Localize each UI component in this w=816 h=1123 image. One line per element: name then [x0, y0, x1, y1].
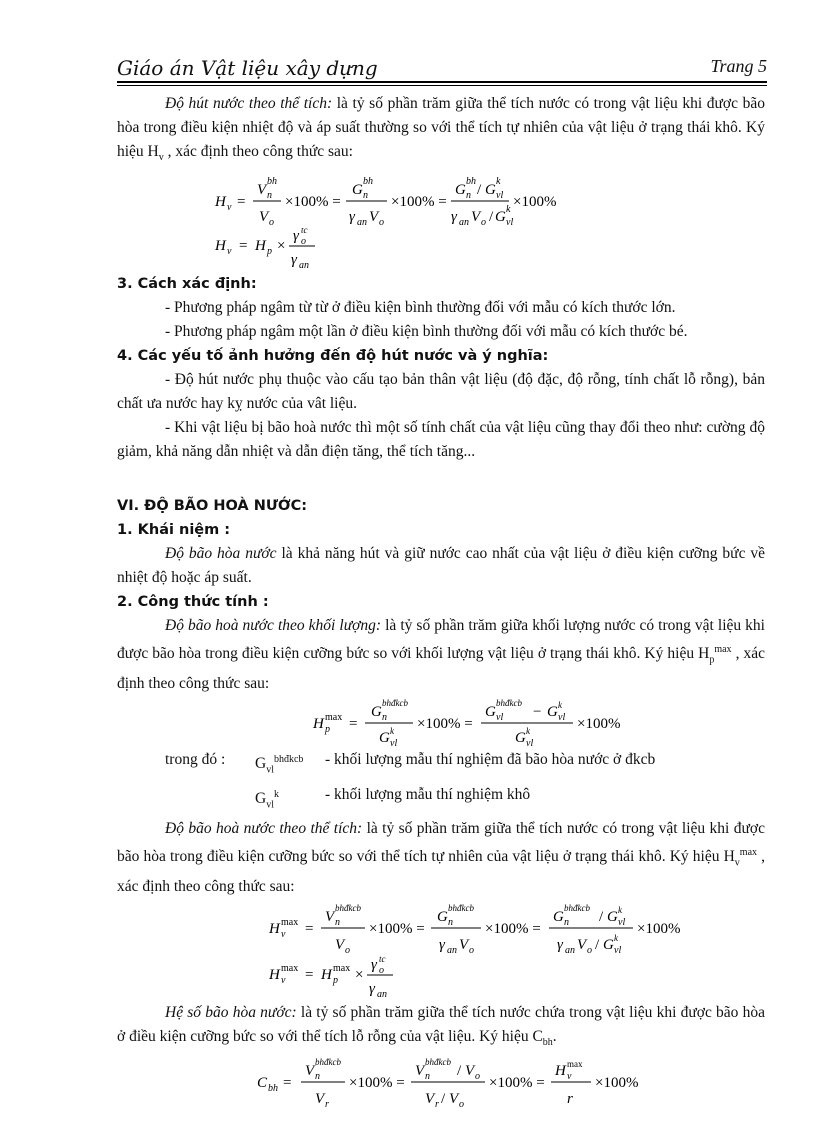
svg-text:V: V [471, 209, 481, 226]
svg-text:bhđkcb: bhđkcb [335, 903, 361, 914]
formula-hv [117, 170, 765, 228]
svg-text:k: k [506, 204, 511, 216]
svg-text:o: o [379, 217, 384, 229]
svg-text:max: max [567, 1059, 583, 1070]
svg-text:G: G [437, 909, 448, 926]
svg-text:×100%: ×100% [577, 716, 621, 733]
svg-text:o: o [301, 236, 306, 248]
svg-text:bh: bh [363, 176, 373, 188]
svg-text:V: V [257, 182, 267, 199]
svg-text:o: o [459, 1099, 464, 1110]
svg-text:H: H [321, 967, 332, 984]
svg-text:=: = [239, 238, 248, 255]
svg-text:/: / [595, 937, 600, 954]
svg-text:V: V [305, 1063, 315, 1080]
svg-text:bhđkcb: bhđkcb [564, 903, 590, 914]
svg-text:G: G [485, 182, 496, 199]
svg-text:H: H [215, 238, 226, 255]
svg-text:G: G [603, 937, 614, 954]
svg-text:o: o [587, 945, 592, 956]
svg-text:H: H [269, 967, 280, 984]
svg-text:bhđkcb: bhđkcb [315, 1057, 341, 1068]
svg-text:γ: γ [369, 981, 375, 998]
svg-text:G: G [371, 704, 382, 721]
svg-text:G: G [485, 704, 496, 721]
svg-text:bh: bh [466, 176, 476, 188]
svg-text:V: V [449, 1091, 459, 1108]
svg-text:G: G [607, 909, 618, 926]
svg-text:γ: γ [349, 209, 355, 226]
svg-text:/: / [599, 909, 604, 926]
subheading-concept: 1. Khái niệm : [117, 522, 231, 539]
svg-text:vl: vl [506, 217, 514, 229]
definition-row: $G_{vl}^k$ - khối lượng mẫu thí nghiệm khô [255, 785, 531, 810]
svg-text:V: V [459, 937, 469, 954]
svg-text:v: v [281, 929, 286, 941]
svg-text:p: p [267, 246, 272, 258]
page-number: Trang 5 [710, 56, 767, 76]
svg-text:×: × [277, 238, 286, 255]
svg-text:o: o [379, 965, 384, 977]
svg-text:×100% =: ×100% = [485, 921, 541, 938]
svg-text:an: an [565, 945, 575, 956]
svg-text:H: H [255, 238, 266, 255]
svg-text:−: − [533, 704, 542, 721]
svg-text:×100%: ×100% [637, 921, 681, 938]
formula-hv-hp [117, 228, 765, 272]
formula-hv-max-hp [117, 955, 765, 1001]
svg-text:an: an [299, 260, 309, 272]
svg-text:vl: vl [496, 190, 504, 202]
svg-text:/: / [489, 209, 494, 226]
paragraph-volume-saturation: Độ bão hoà nước theo thể tích: là tỷ số phần trăm giữa thể tích nước có trong vật liệu khi được bão hòa trong điều kiện cưỡng bức so với thể tích tự nhiên của vật liệu ở trạng thái khô. Ký hiệu $H_v^{max}$ , xác định theo công thức sau: [117, 819, 766, 896]
svg-text:n: n [466, 190, 471, 202]
svg-text:V: V [325, 909, 335, 926]
list-item: - Phương pháp ngâm một lần ở điều kiện bình thường đối với mẫu có kích thước bé. [165, 323, 688, 341]
svg-text:×: × [355, 967, 364, 984]
svg-text:×100% =: ×100% = [417, 716, 473, 733]
svg-text:vl: vl [558, 712, 566, 724]
svg-text:n: n [564, 917, 569, 929]
svg-text:tc: tc [379, 955, 386, 965]
svg-text:bhđkcb: bhđkcb [382, 698, 408, 709]
svg-text:k: k [558, 700, 562, 711]
formula-cbh [117, 1055, 765, 1109]
svg-text:γ: γ [439, 937, 445, 954]
header-rule-thin [117, 85, 767, 86]
svg-text:k: k [526, 726, 530, 737]
heading-factors: 4. Các yếu tố ảnh hưởng đến độ hút nước và ý nghĩa: [117, 348, 549, 365]
svg-text:r: r [435, 1099, 439, 1110]
svg-text:=: = [283, 1075, 292, 1092]
svg-text:H: H [215, 194, 226, 211]
svg-text:vl: vl [496, 712, 504, 724]
svg-text:V: V [425, 1091, 435, 1108]
svg-text:vl: vl [526, 738, 534, 749]
svg-text:=: = [305, 967, 314, 984]
svg-text:n: n [425, 1071, 430, 1083]
document-title: Giáo án Vật liệu xây dựng [117, 56, 378, 80]
svg-text:n: n [448, 917, 453, 929]
svg-text:k: k [618, 905, 622, 916]
svg-text:γ: γ [371, 957, 377, 974]
svg-text:bhđkcb: bhđkcb [448, 903, 474, 914]
svg-text:G: G [515, 730, 526, 747]
svg-text:V: V [315, 1091, 325, 1108]
svg-text:G: G [553, 909, 564, 926]
svg-text:vl: vl [390, 738, 398, 749]
svg-text:×100% =: ×100% = [391, 194, 447, 211]
svg-text:V: V [335, 937, 345, 954]
svg-text:k: k [496, 176, 501, 188]
svg-text:n: n [267, 190, 272, 202]
svg-text:V: V [577, 937, 587, 954]
svg-text:=: = [237, 194, 246, 211]
svg-text:v: v [227, 246, 232, 258]
heading-saturation: VI. ĐỘ BÃO HOÀ NƯỚC: [117, 498, 308, 515]
svg-text:×100%: ×100% [595, 1075, 639, 1092]
svg-text:n: n [382, 712, 387, 724]
svg-text:bhđkcb: bhđkcb [496, 698, 522, 709]
formula-hp-max [117, 696, 765, 748]
svg-text:tc: tc [301, 228, 308, 236]
svg-text:v: v [567, 1071, 572, 1083]
svg-text:G: G [495, 209, 506, 226]
svg-text:V: V [259, 209, 269, 226]
paragraph-concept: Độ bão hòa nước là khả năng hút và giữ nước cao nhất của vật liệu ở điều kiện cưỡng bức về nhiệt độ hoặc áp suất. [117, 545, 765, 587]
svg-text:o: o [481, 217, 486, 229]
svg-text:γ: γ [557, 937, 563, 954]
subheading-formula: 2. Công thức tính : [117, 594, 269, 611]
svg-text:=: = [305, 921, 314, 938]
svg-text:V: V [465, 1063, 475, 1080]
svg-text:an: an [357, 217, 367, 229]
svg-text:vl: vl [618, 917, 626, 929]
svg-text:k: k [390, 726, 394, 737]
svg-text:max: max [281, 917, 299, 929]
svg-text:×100% =: ×100% = [285, 194, 341, 211]
svg-text:r: r [567, 1091, 573, 1108]
list-item: - Khi vật liệu bị bão hoà nước thì một số tính chất của vật liệu cũng thay đổi theo như: cường độ giảm, khả năng dẫn nhiệt và dẫn điện tăng, thể tích tăng... [117, 419, 765, 461]
svg-text:an: an [377, 989, 387, 1001]
definition-row: trong đó : $G_{vl}^{bhđkcb}$ - khối lượng mẫu thí nghiệm đã bão hòa nước ở đkcb [165, 751, 656, 776]
paragraph-volume-absorption: Độ hút nước theo thể tích: là tỷ số phần trăm giữa thể tích nước có trong vật liệu khi được bão hòa trong điều kiện nhiệt độ và áp suất thường so với thể tích tự nhiên của vật liệu ở trạng thái khô. Ký hiệu $H_v$ , xác định theo công thức sau: [117, 95, 765, 164]
svg-text:p: p [325, 724, 330, 736]
svg-text:bhđkcb: bhđkcb [425, 1057, 451, 1068]
svg-text:k: k [614, 933, 618, 944]
svg-text:r: r [325, 1099, 329, 1110]
document-body [117, 92, 765, 1109]
svg-text:V: V [415, 1063, 425, 1080]
svg-text:G: G [455, 182, 466, 199]
svg-text:max: max [333, 963, 351, 975]
svg-text:=: = [349, 716, 358, 733]
svg-text:max: max [281, 963, 299, 975]
svg-text:V: V [369, 209, 379, 226]
svg-text:G: G [352, 182, 363, 199]
svg-text:n: n [363, 190, 368, 202]
svg-text:an: an [459, 217, 469, 229]
paragraph-saturation-coefficient: Hệ số bão hòa nước: là tỷ số phần trăm giữa thể tích nước chứa trong vật liệu khi được bão hòa ở điều kiện cưỡng bức so với thể tích lỗ rỗng của vật liệu. Ký hiệu $C_{bh}$. [117, 1004, 766, 1049]
svg-text:o: o [345, 945, 350, 956]
svg-text:γ: γ [291, 252, 297, 269]
svg-text:v: v [227, 202, 232, 214]
svg-text:v: v [281, 975, 286, 987]
list-item: - Độ hút nước phụ thuộc vào cấu tạo bản thân vật liệu (độ đặc, độ rỗng, tính chất lỗ rỗng), bản chất ưa nước hay kỵ nước của vât liệu. [117, 371, 765, 413]
svg-text:bh: bh [267, 176, 277, 188]
svg-text:C: C [257, 1075, 268, 1092]
formula-hv-max [117, 899, 765, 955]
svg-text:an: an [447, 945, 457, 956]
heading-determination: 3. Cách xác định: [117, 276, 257, 293]
svg-text:max: max [325, 712, 343, 724]
svg-text:×100%: ×100% [513, 194, 557, 211]
svg-text:n: n [335, 917, 340, 929]
svg-text:vl: vl [614, 945, 622, 956]
definitions [165, 748, 765, 817]
svg-text:×100% =: ×100% = [349, 1075, 405, 1092]
svg-text:H: H [555, 1063, 566, 1080]
page-header [117, 56, 767, 80]
svg-text:γ: γ [451, 209, 457, 226]
svg-text:G: G [547, 704, 558, 721]
header-rule [117, 81, 767, 83]
svg-text:p: p [333, 975, 338, 987]
svg-text:/: / [441, 1091, 446, 1108]
svg-text:bh: bh [268, 1083, 278, 1095]
svg-text:o: o [475, 1071, 480, 1083]
svg-text:×100% =: ×100% = [489, 1075, 545, 1092]
svg-text:/: / [457, 1063, 462, 1080]
paragraph-mass-saturation: Độ bão hoà nước theo khối lượng: là tỷ số phần trăm giữa khối lượng nước có trong vật liệu khi được bão hòa trong điều kiện cưỡng bức so với khối lượng vật liệu ở trạng thái khô. Ký hiệu $H_p^{max}$ , xác định theo công thức sau: [117, 617, 765, 693]
svg-text:o: o [469, 945, 474, 956]
svg-text:H: H [313, 716, 324, 733]
svg-text:H: H [269, 921, 280, 938]
svg-text:/: / [477, 182, 482, 199]
list-item: - Phương pháp ngâm từ từ ở điều kiện bình thường đối với mẫu có kích thước lớn. [165, 299, 676, 317]
svg-text:n: n [315, 1071, 320, 1083]
svg-text:γ: γ [293, 228, 299, 245]
svg-text:×100% =: ×100% = [369, 921, 425, 938]
svg-text:o: o [269, 217, 274, 229]
svg-text:G: G [379, 730, 390, 747]
